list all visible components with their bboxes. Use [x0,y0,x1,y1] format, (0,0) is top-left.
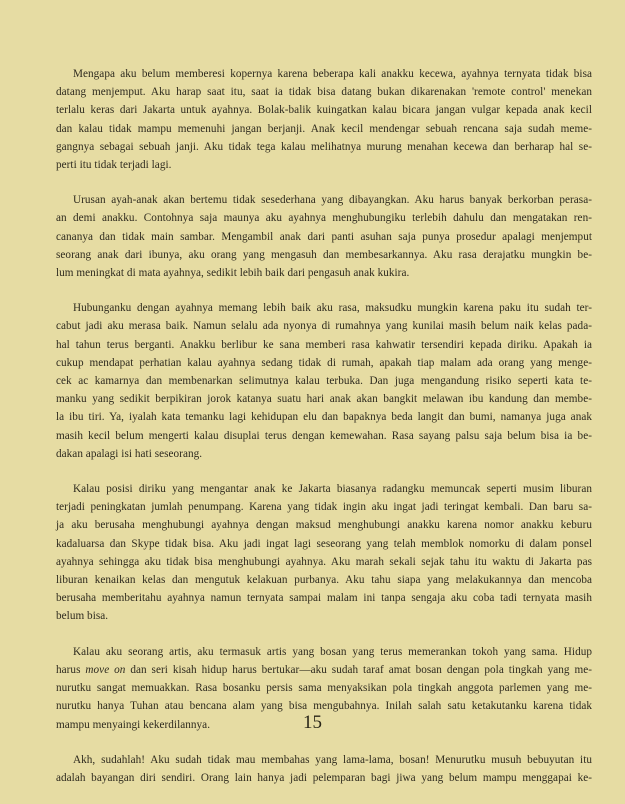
text-line: lum meningkat di mata ayahnya, sedikit lebih baik dari pengasuh anak kukira. [56,267,410,280]
paragraph [56,751,592,787]
text-line: dakan apalagi isi hati seseorang. [56,447,203,460]
text-line: adalah bayangan diri sendiri. Orang lain hanya jadi pelemparan bagi jiwa yang belum mampu menggapai ke- [56,771,592,784]
text-line: nurutku sangat memuakkan. Rasa bosanku persis sama menyaksikan pola tingkah anggota parlemen yang me- [56,682,592,695]
text-line: cek ac kamarnya dan membenarkan selimutnya kalau terbuka. Dan juga mengandung risiko seperti kata te- [56,375,592,388]
text-line: nurutku hanya Tuhan atau bencana alam yang bisa mengubahnya. Inilah salah satu ketakutanku karena tidak [56,700,592,713]
text-line: Kalau aku seorang artis, aku termasuk artis yang bosan yang terus memerankan tokoh yang sama. Hidup [73,645,592,658]
text-line: terjadi peningkatan jumlah penumpang. Karena yang tidak ingin aku ingat jadi teringat kembali. Dan baru sa- [56,501,592,514]
paragraph [56,65,592,174]
text-line: Hubunganku dengan ayahnya memang lebih baik aku rasa, maksudku mungkin karena paku itu sudah ter- [73,302,592,315]
text-line: datang menjemput. Aku harap saat itu, saat ia tidak bisa datang bukan dikarenakan 'remote control' menekan [56,86,592,99]
text-line: perti itu tidak terjadi lagi. [56,159,172,172]
text-line: Urusan ayah-anak akan bertemu tidak sesederhana yang dibayangkan. Aku harus banyak berkorban perasa- [73,194,592,207]
text-line: cabut jadi aku merasa baik. Namun selalu ada nyonya di rumahnya yang kunilai masih belum naik kelas pada- [56,320,592,333]
text-line: Akh, sudahlah! Aku sudah tidak mau membahas yang lama-lama, bosan! Menurutku musuh bebuyutan itu [73,753,592,766]
text-line: Mengapa aku belum memberesi kopernya karena beberapa kali anakku kecewa, ayahnya ternyata tidak bisa [73,68,592,80]
text-line: la ibu tiri. Ya, iyalah kata temanku lagi kehidupan elu dan bapaknya beda langit dan bumi, namanya juga anak [56,411,592,424]
text-line: belum bisa. [56,610,109,623]
paragraph [56,480,592,626]
text-line: mampu menyaingi kekerdilannya. [56,718,211,731]
text-line: harus move on dan seri kisah hidup harus bertukar—aku sudah taraf amat bosan dengan pola tingkah yang me- [56,663,592,676]
text-line: ayahnya sehingga aku tidak bisa menghubungi ayahnya. Aku marah sekali sejak tahu itu waktu di Jakarta pas [56,555,592,568]
text-line: cananya dan tidak main sambar. Mengambil anak dari panti asuhan saja punya prosedur apalagi menjemput [56,230,592,243]
text-line: ja aku berusaha menghubungi ayahnya dengan maksud menghubungi anakku karena nomor anakku keburu [56,519,592,532]
paragraph [56,299,592,463]
text-line: an demi anakku. Contohnya saja maunya aku ayahnya menghubungiku terlebih dahulu dan mengatakan ren- [56,212,592,225]
text-line: gangnya sebagai sebuah janji. Aku tidak tega kalau melihatnya murung menahan kecewa dan berharap hal se- [56,140,592,153]
text-line: terlalu keras dari Jakarta untuk ayahnya. Bolak-balik kuingatkan kalau bicara jangan vulgar kepada anak kecil [56,104,592,117]
body-text [56,65,592,804]
text-line: kadaluarsa dan Skype tidak bisa. Aku jadi ingat lagi seseorang yang telah memblok nomorku di dalam ponsel [56,537,592,550]
text-line: liburan kenaikan kelas dan mengutuk kelakuan purbanya. Aku tahu siapa yang melakukannya dan mencoba [56,574,592,587]
text-line: hal tahun terus berganti. Anakku berlibur ke sana memberi rasa kahwatir tersendiri kepada diriku. Apakah ia [56,338,592,351]
text-line: manku yang sedikit berpikiran jorok katanya suatu hari anak akan bangkit melawan ibu kandung dan membe- [56,393,592,406]
text-line: berusaha memberitahu ayahnya namun ternyata sampai malam ini tanpa sengaja aku coba tadi ternyata masih [56,592,592,605]
page-number: 15 [303,712,322,733]
paragraph [56,191,592,282]
text-line: masih kecil belum mengerti kalau disuplai terus dengan kemewahan. Rasa sayang palsu saja belum bisa ia be- [56,429,592,442]
text-line: Kalau posisi diriku yang mengantar anak ke Jakarta biasanya radangku memuncak seperti musim liburan [73,483,592,496]
text-line: dan kalau tidak mampu memenuhi jangan berjanji. Anak kecil mendengar sebuah rencana saja sudah meme- [56,122,592,135]
text-line: cukup mendapat perhatian kalau ayahnya sedang tidak di rumah, apakah tiap malam ada orang yang menge- [56,356,592,369]
text-line: seorang anak dari ibunya, aku orang yang mengasuh dan membesarkannya. Aku rasa derajatku mungkin be- [56,248,592,261]
italic-term: move on [85,663,126,676]
